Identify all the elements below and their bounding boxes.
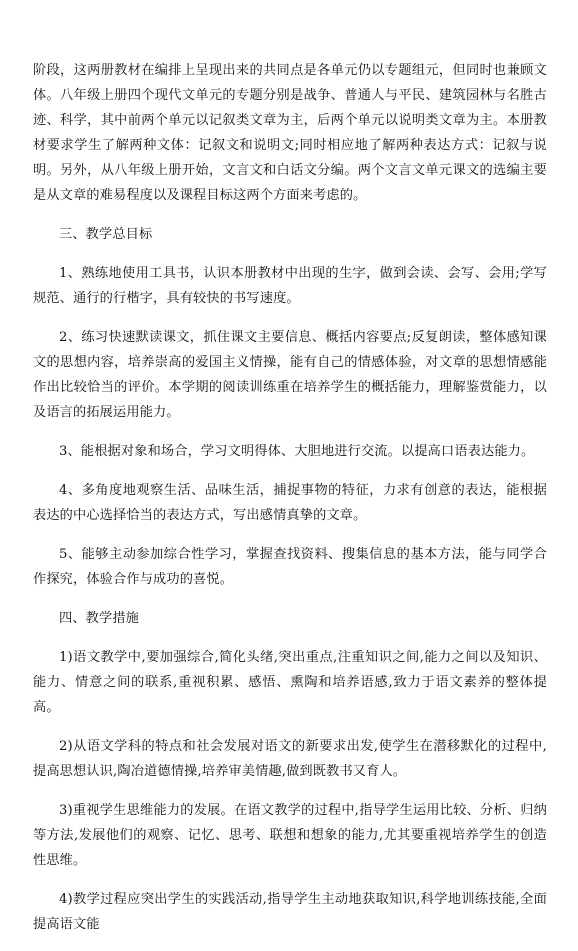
section-heading-measures: 四、教学措施 bbox=[59, 611, 140, 626]
measure-paragraph-2: 2)从语文学科的特点和社会发展对语文的新要求出发,使学生在潜移默化的过程中,提高思想认识,陶冶道德情操,培养审美情趣,做到既教书又育人。 bbox=[33, 739, 547, 779]
goal-paragraph-4: 4、多角度地观察生活、品味生活，捕捉事物的特征，力求有创意的表达，能根据表达的中心选择恰当的表达方式，写出感情真挚的文章。 bbox=[33, 483, 547, 523]
goal-paragraph-1: 1、熟练地使用工具书，认识本册教材中出现的生字，做到会读、会写、会用;学写规范、通行的行楷字，具有较快的书写速度。 bbox=[33, 266, 547, 306]
goal-paragraph-2: 2、练习快速默读课文，抓住课文主要信息、概括内容要点;反复朗读，整体感知课文的思想内容，培养崇高的爱国主义情操，能有自己的情感体验，对文章的思想情感能作出比较恰当的评价。本学期的阅读训练重在培养学生的概括能力，理解鉴赏能力，以及语言的拓展运用能力。 bbox=[33, 330, 547, 420]
intro-paragraph: 阶段，这两册教材在编排上呈现出来的共同点是各单元仍以专题组元，但同时也兼顾文体。八年级上册四个现代文单元的专题分别是战争、普通人与平民、建筑园林与名胜古迹、科学，其中前两个单元以记叙类文章为主，后两个单元以说明类文章为主。本册教材要求学生了解两种文体：记叙文和说明文;同时相应地了解两种表达方式：记叙与说明。另外，从八年级上册开始，文言文和白话文分编。两个文言文单元课文的选编主要是从文章的难易程度以及课程目标这两个方面来考虑的。 bbox=[33, 63, 547, 203]
goal-paragraph-5: 5、能够主动参加综合性学习，掌握查找资料、搜集信息的基本方法，能与同学合作探究，体验合作与成功的喜悦。 bbox=[33, 547, 547, 587]
goal-paragraph-3: 3、能根据对象和场合，学习文明得体、大胆地进行交流。以提高口语表达能力。 bbox=[59, 444, 535, 459]
measure-paragraph-4: 4)教学过程应突出学生的实践活动,指导学生主动地获取知识,科学地训练技能,全面提高语文能 bbox=[33, 892, 547, 932]
section-heading-goals: 三、教学总目标 bbox=[59, 227, 153, 242]
measure-paragraph-1: 1)语文教学中,要加强综合,简化头绪,突出重点,注重知识之间,能力之间以及知识、能力、情意之间的联系,重视积累、感悟、熏陶和培养语感,致力于语文素养的整体提高。 bbox=[33, 650, 547, 715]
document-page bbox=[33, 58, 547, 951]
measure-paragraph-3: 3)重视学生思维能力的发展。在语文教学的过程中,指导学生运用比较、分析、归纳等方法,发展他们的观察、记忆、思考、联想和想象的能力,尤其要重视培养学生的创造性思维。 bbox=[33, 803, 547, 868]
